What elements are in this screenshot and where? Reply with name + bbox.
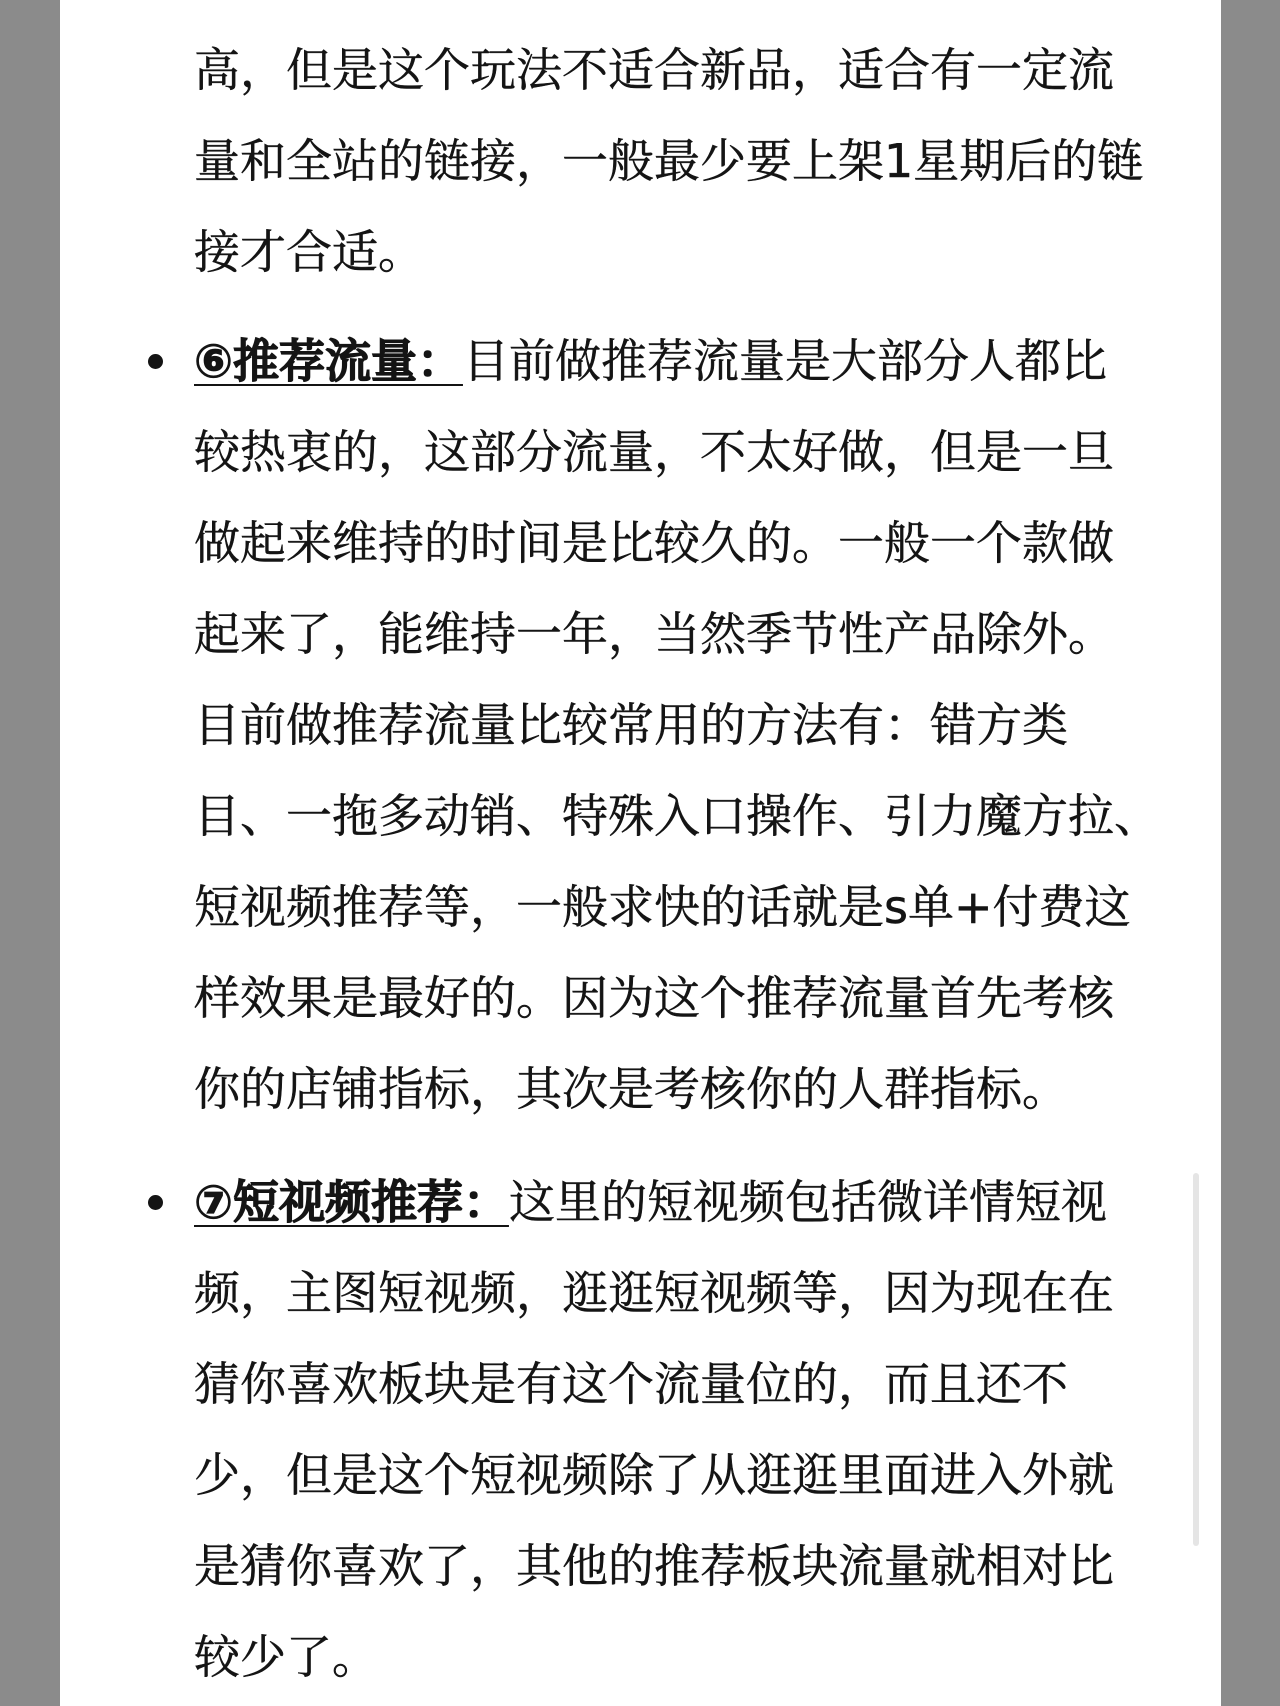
item-label: ⑦短视频推荐： — [194, 1175, 509, 1229]
intro-paragraph — [194, 25, 1204, 298]
text-line: 起来了，能维持一年，当然季节性产品除外。 — [194, 607, 1114, 661]
text-line: 高，但是这个玩法不适合新品，适合有一定流 — [194, 43, 1114, 97]
text-line: 频，主图短视频，逛逛短视频等，因为现在在 — [194, 1266, 1114, 1320]
text-line: 猜你喜欢板块是有这个流量位的，而且还不 — [194, 1357, 1068, 1411]
text-line: 样效果是最好的。因为这个推荐流量首先考核 — [194, 971, 1114, 1025]
left-gray-border — [0, 0, 60, 1706]
document-content — [194, 25, 1204, 1703]
text-line: 接才合适。 — [194, 225, 424, 279]
scrollbar-thumb[interactable] — [1193, 1173, 1199, 1546]
text-line: 是猜你喜欢了，其他的推荐板块流量就相对比 — [194, 1539, 1114, 1593]
text-line: 目前做推荐流量比较常用的方法有：错方类 — [194, 698, 1068, 752]
text-line-rest: 这里的短视频包括微详情短视 — [508, 1175, 1107, 1229]
text-line: 少，但是这个短视频除了从逛逛里面进入外就 — [194, 1448, 1114, 1502]
text-line: 你的店铺指标，其次是考核你的人群指标。 — [194, 1062, 1068, 1116]
document-page — [60, 0, 1221, 1706]
text-line: 较少了。 — [194, 1630, 378, 1684]
text-line: 目、一拖多动销、特殊入口操作、引力魔方拉、 — [194, 789, 1160, 843]
text-line: 短视频推荐等，一般求快的话就是s单+付费这 — [194, 880, 1131, 934]
text-line: 做起来维持的时间是比较久的。一般一个款做 — [194, 516, 1114, 570]
list-item-recommended-traffic — [194, 316, 1204, 1135]
list-item-short-video-recommendation — [194, 1157, 1204, 1703]
text-line-rest: 目前做推荐流量是大部分人都比 — [462, 334, 1107, 388]
item-label: ⑥推荐流量： — [194, 334, 463, 388]
bullet-icon — [148, 1195, 163, 1210]
right-gray-border — [1221, 0, 1280, 1706]
text-line — [194, 1157, 1204, 1248]
bullet-icon — [148, 354, 163, 369]
text-line: 量和全站的链接，一般最少要上架1星期后的链 — [194, 134, 1144, 188]
text-line — [194, 316, 1204, 407]
text-line: 较热衷的，这部分流量，不太好做，但是一旦 — [194, 425, 1114, 479]
